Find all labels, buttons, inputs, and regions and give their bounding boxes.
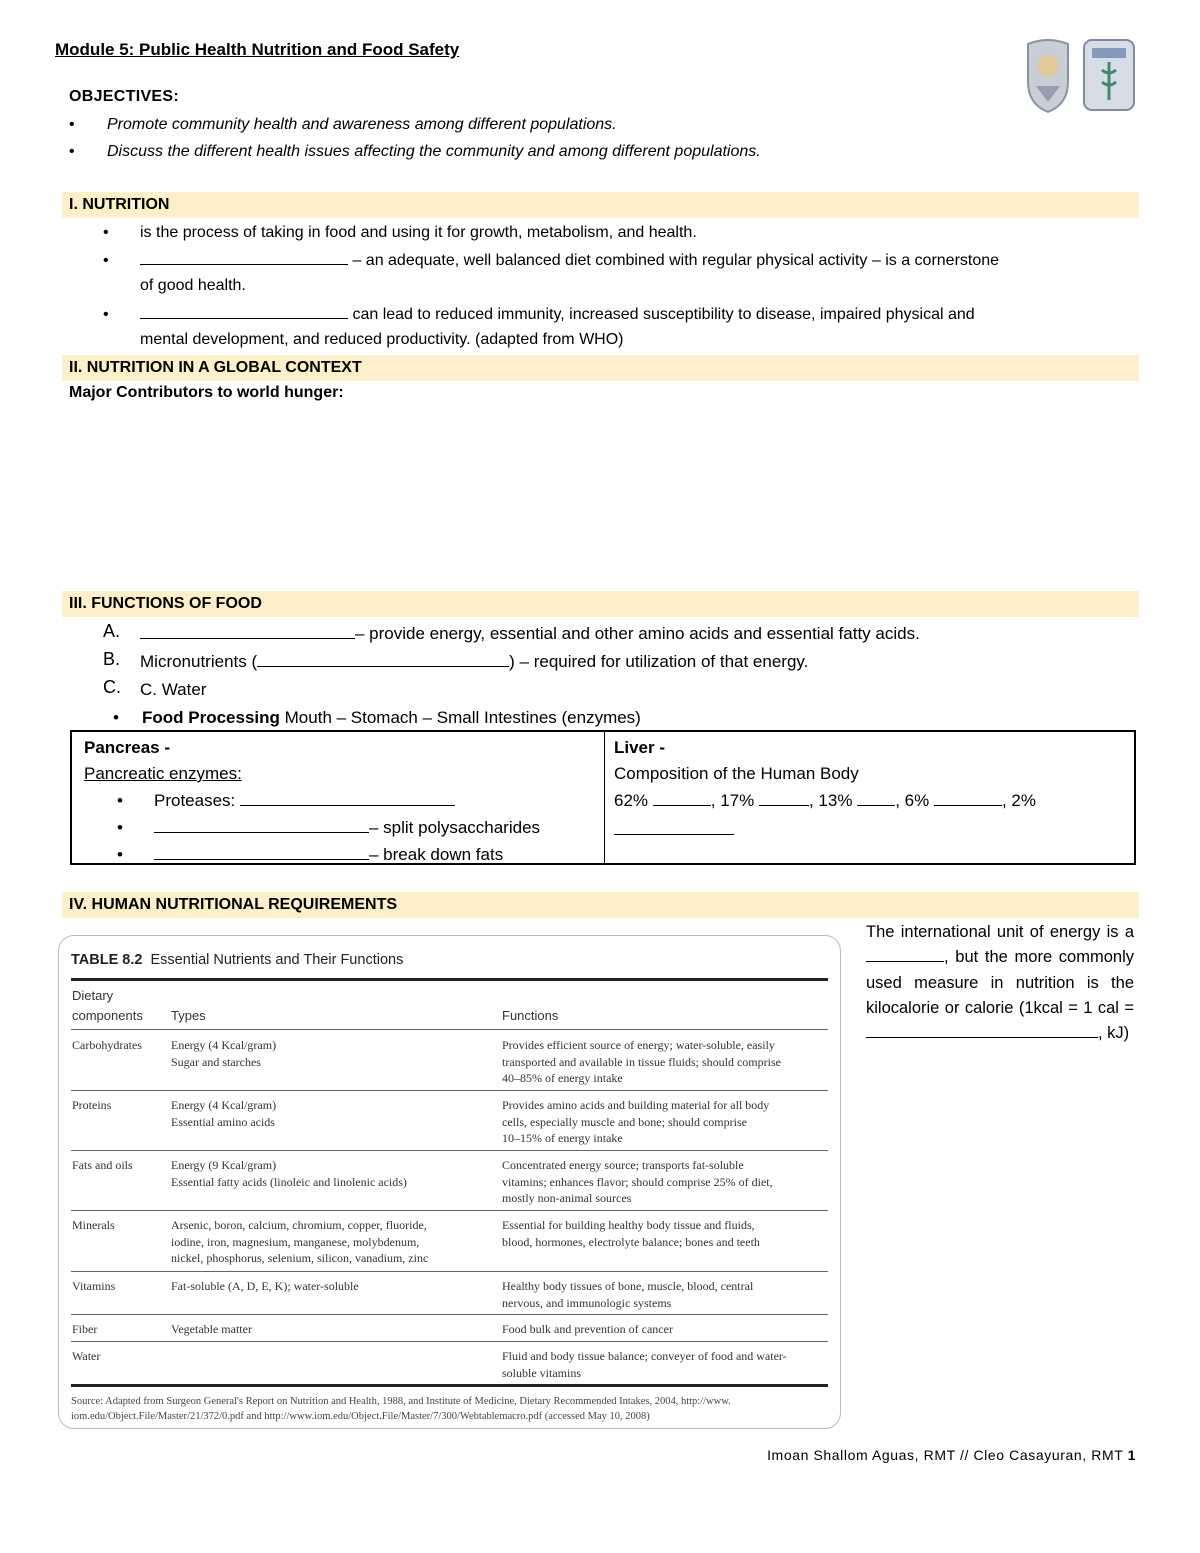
digestion-table xyxy=(70,730,1136,865)
section-heading-global: II. NUTRITION IN A GLOBAL CONTEXT xyxy=(62,355,1139,381)
types-line: Vegetable matter xyxy=(171,1322,252,1336)
functions-line: 10–15% of energy intake xyxy=(502,1131,623,1145)
function-b: Micronutrients ( ) – required for utilization of that energy. xyxy=(140,652,809,671)
fill-in-blank[interactable] xyxy=(759,791,809,806)
source-line: Source: Adapted from Surgeon General's Report on Nutrition and Health, 1988, and Institute of Medicine, Dietary Recommended Intakes, 2004, http://www. xyxy=(71,1396,731,1407)
functions-line: 40–85% of energy intake xyxy=(502,1071,623,1085)
list-marker: B. xyxy=(103,649,121,669)
table-source xyxy=(71,1394,831,1424)
fill-in-blank[interactable] xyxy=(140,250,348,265)
polysaccharide-item: – split polysaccharides xyxy=(154,815,540,840)
header-functions: Functions xyxy=(502,1008,559,1023)
functions-line: soluble vitamins xyxy=(502,1365,581,1380)
cell-types xyxy=(171,1157,491,1190)
functions-line: mostly non-animal sources xyxy=(502,1191,632,1205)
types-line: Essential amino acids xyxy=(171,1114,275,1129)
section-heading-nutrition: I. NUTRITION xyxy=(62,192,1139,218)
function-c: C. Water xyxy=(140,680,207,699)
fill-in-blank[interactable] xyxy=(154,818,369,833)
table-rule xyxy=(71,1029,828,1030)
fill-in-blank[interactable] xyxy=(614,820,734,835)
page-title: Module 5: Public Health Nutrition and Food Safety xyxy=(55,40,460,59)
types-line: Energy (9 Kcal/gram) xyxy=(171,1158,277,1172)
fill-in-blank[interactable] xyxy=(934,791,1002,806)
liver-title: Liver - xyxy=(614,738,666,757)
fill-in-blank[interactable] xyxy=(857,791,895,806)
function-a: – provide energy, essential and other amino acids and essential fatty acids. xyxy=(140,621,920,646)
functions-line: vitamins; enhances flavor; should comprise 25% of diet, xyxy=(502,1174,773,1189)
functions-line: Fluid and body tissue balance; conveyer of food and water- xyxy=(502,1349,787,1363)
nutrition-bullet-2-cont: of good health. xyxy=(140,277,246,294)
bullet-item: • xyxy=(103,252,109,269)
food-processing: Food Processing Mouth – Stomach – Small Intestines (enzymes) xyxy=(142,708,641,727)
list-marker: C. xyxy=(103,677,121,697)
cell-functions xyxy=(502,1217,832,1250)
logos xyxy=(1022,36,1140,114)
bullet-item: • xyxy=(117,818,123,837)
table-rule xyxy=(71,1314,828,1315)
cell-types xyxy=(171,1278,491,1295)
fill-in-blank[interactable] xyxy=(140,624,355,639)
fill-in-blank[interactable] xyxy=(257,652,509,667)
types-line: Sugar and starches xyxy=(171,1054,261,1069)
fill-in-blank[interactable] xyxy=(140,304,348,319)
fill-in-blank[interactable] xyxy=(866,1023,1098,1038)
header-types: Types xyxy=(171,1008,206,1023)
types-line: Essential fatty acids (linoleic and linolenic acids) xyxy=(171,1174,407,1189)
cell-functions xyxy=(502,1278,832,1311)
composition-percentages: 62% , 17% , 13% , 6% , 2% xyxy=(614,791,1036,810)
college-seal-icon xyxy=(1084,40,1134,110)
functions-line: transported and available in tissue fluids; should comprise xyxy=(502,1054,781,1069)
divider xyxy=(604,732,605,863)
bullet-item: • xyxy=(103,306,109,323)
nutrition-bullet-3-cont: mental development, and reduced productivity. (adapted from WHO) xyxy=(140,331,624,348)
fill-in-blank[interactable] xyxy=(866,947,944,962)
table-rule xyxy=(71,1384,828,1387)
table-rule xyxy=(71,978,828,981)
cell-component: Water xyxy=(72,1349,101,1363)
bullet-item: • xyxy=(117,845,123,864)
cell-types xyxy=(171,1037,491,1070)
university-seal-icon xyxy=(1022,36,1140,114)
bullet-item: • xyxy=(103,224,109,241)
table-rule xyxy=(71,1341,828,1342)
functions-line: cells, especially muscle and bone; should comprise xyxy=(502,1114,747,1129)
cell-types xyxy=(171,1217,491,1267)
nutrition-bullet-2: – an adequate, well balanced diet combined with regular physical activity – is a cornerstone xyxy=(140,248,1136,273)
proteases-item: Proteases: xyxy=(154,788,455,813)
types-line: Fat-soluble (A, D, E, K); water-soluble xyxy=(171,1279,359,1293)
cell-functions xyxy=(502,1157,832,1207)
cell-component: Proteins xyxy=(72,1098,112,1112)
table-rule xyxy=(71,1271,828,1272)
cell-types xyxy=(171,1321,491,1338)
functions-line: nervous, and immunologic systems xyxy=(502,1295,672,1310)
fats-item: – break down fats xyxy=(154,842,503,867)
functions-line: Concentrated energy source; transports fat-soluble xyxy=(502,1158,744,1172)
cell-functions xyxy=(502,1097,832,1147)
functions-line: Food bulk and prevention of cancer xyxy=(502,1322,673,1336)
cell-component: Fiber xyxy=(72,1322,98,1336)
types-line: Arsenic, boron, calcium, chromium, copper, fluoride, xyxy=(171,1218,427,1232)
composition-cont xyxy=(614,820,734,840)
objectives-list xyxy=(69,116,761,170)
cell-component: Fats and oils xyxy=(72,1158,133,1172)
functions-line: Provides amino acids and building material for all body xyxy=(502,1098,770,1112)
objective-item: • Discuss the different health issues affecting the community and among different populations. xyxy=(69,143,761,170)
fill-in-blank[interactable] xyxy=(653,791,711,806)
functions-line: Healthy body tissues of bone, muscle, blood, central xyxy=(502,1279,754,1293)
table-rule xyxy=(71,1210,828,1211)
nutrition-bullet-3: can lead to reduced immunity, increased susceptibility to disease, impaired physical and xyxy=(140,302,1136,327)
table-rule xyxy=(71,1090,828,1091)
fill-in-blank[interactable] xyxy=(240,791,455,806)
energy-unit-paragraph: The international unit of energy is a , but the more commonly used measure in nutrition is the kilocalorie or calorie (1kcal = 1 cal = , kJ) xyxy=(866,923,1134,1043)
section-heading-requirements: IV. HUMAN NUTRITIONAL REQUIREMENTS xyxy=(62,892,1139,918)
nutrients-table xyxy=(58,935,841,1429)
cell-types xyxy=(171,1097,491,1130)
table-rule xyxy=(71,1150,828,1151)
source-line: iom.edu/Object.File/Master/21/372/0.pdf and http://www.iom.edu/Object.File/Master/7/300/Webtablemacro.pdf (accessed May 10, 2008) xyxy=(71,1411,650,1422)
bullet-item: • xyxy=(113,708,119,727)
types-line: nickel, phosphorus, selenium, silicon, vanadium, zinc xyxy=(171,1251,429,1265)
list-marker: A. xyxy=(103,621,121,641)
cell-component: Vitamins xyxy=(72,1279,116,1293)
cell-component: Minerals xyxy=(72,1218,115,1232)
pancreas-title: Pancreas - xyxy=(84,738,170,757)
functions-line: Essential for building healthy body tissue and fluids, xyxy=(502,1218,755,1232)
world-hunger-subheading: Major Contributors to world hunger: xyxy=(69,384,344,401)
bullet-item: • xyxy=(117,791,123,810)
footer-authors: Imoan Shallom Aguas, RMT // Cleo Casayuran, RMT xyxy=(767,1447,1124,1463)
types-line: Energy (4 Kcal/gram) xyxy=(171,1038,277,1052)
header-dietary-components: Dietary components xyxy=(72,988,143,1023)
fill-in-blank[interactable] xyxy=(154,845,369,860)
composition-label: Composition of the Human Body xyxy=(614,764,859,783)
functions-line: Provides efficient source of energy; water-soluble, easily xyxy=(502,1038,775,1052)
functions-line: blood, hormones, electrolyte balance; bones and teeth xyxy=(502,1234,760,1249)
table-caption: TABLE 8.2 Essential Nutrients and Their Functions xyxy=(71,952,404,968)
cell-functions xyxy=(502,1348,832,1381)
objective-item: • Promote community health and awareness among different populations. xyxy=(69,116,761,143)
types-line: Energy (4 Kcal/gram) xyxy=(171,1098,277,1112)
types-line: iodine, iron, magnesium, manganese, molybdenum, xyxy=(171,1234,420,1249)
cell-component: Carbohydrates xyxy=(72,1038,142,1052)
objectives-heading: OBJECTIVES: xyxy=(69,88,179,105)
cell-functions xyxy=(502,1037,832,1087)
footer xyxy=(767,1447,1136,1463)
nutrition-definition: is the process of taking in food and using it for growth, metabolism, and health. xyxy=(140,224,697,241)
cell-functions xyxy=(502,1321,832,1338)
pancreatic-enzymes-label: Pancreatic enzymes: xyxy=(84,764,242,783)
page-number: 1 xyxy=(1127,1447,1136,1463)
section-heading-functions: III. FUNCTIONS OF FOOD xyxy=(62,591,1139,617)
